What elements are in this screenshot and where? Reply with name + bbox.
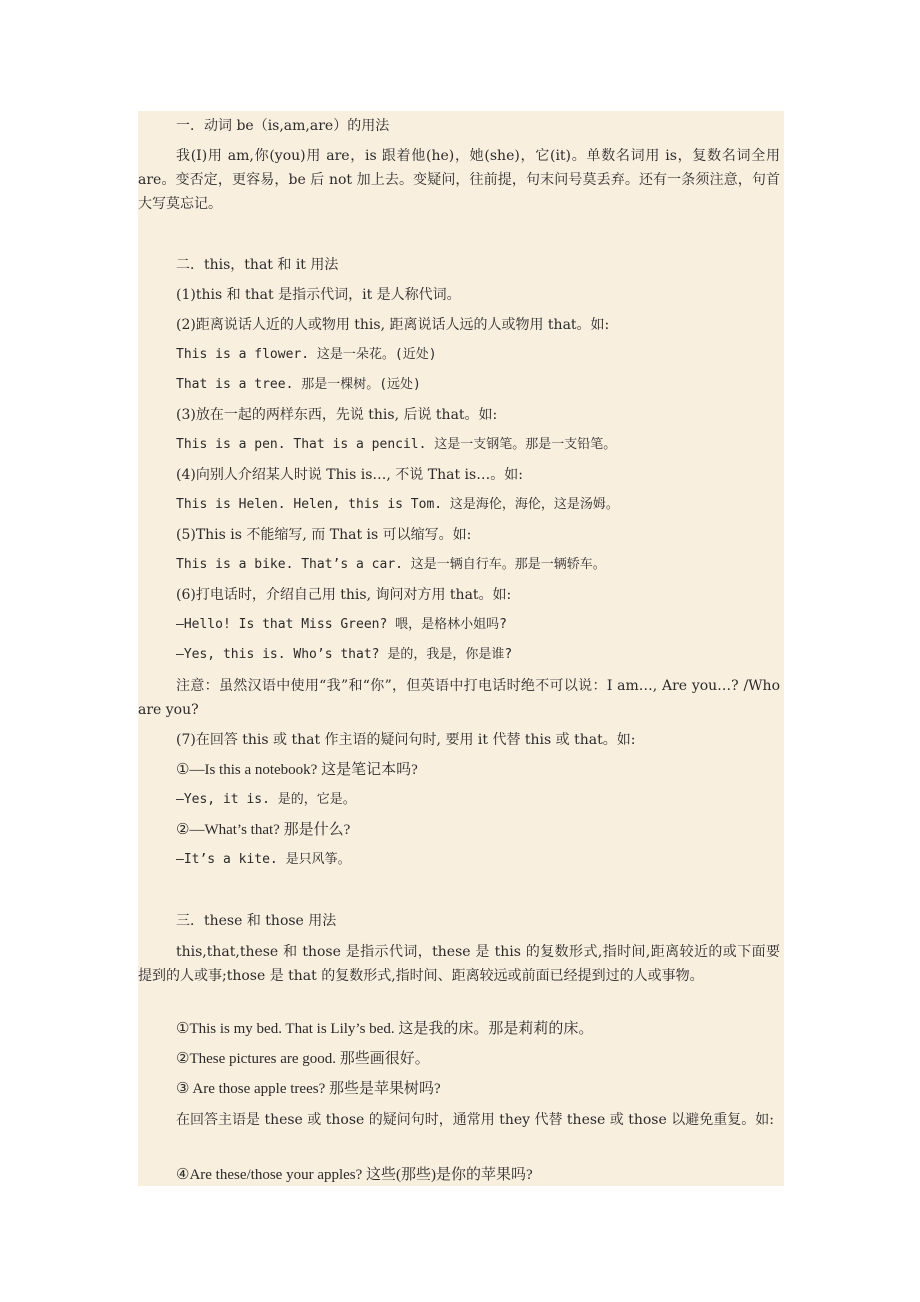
- section-2-line: (1)this 和 that 是指示代词，it 是人称代词。: [176, 287, 461, 303]
- section-3-heading: 三．these 和 those 用法: [176, 913, 337, 929]
- section-2-line: (7)在回答 this 或 that 作主语的疑问句时, 要用 it 代替 this 或 that。如:: [176, 732, 636, 748]
- section-3-example: ④Are these/those your apples? 这些(那些)是你的苹果吗?: [176, 1167, 533, 1183]
- section-2-example: This is Helen. Helen, this is Tom. 这是海伦，海伦，这是汤姆。: [176, 497, 619, 512]
- section-2-example: ②—What’s that? 那是什么?: [176, 822, 351, 838]
- section-2-line: (4)向别人介绍某人时说 This is…, 不说 That is…。如:: [176, 467, 523, 483]
- section-2-example: —Yes, it is. 是的，它是。: [176, 792, 356, 807]
- section-2-example: ①—Is this a notebook? 这是笔记本吗?: [176, 762, 418, 778]
- section-2-example: —It’s a kite. 是只风筝。: [176, 852, 351, 867]
- section-3-example: ③ Are those apple trees? 那些是苹果树吗?: [176, 1081, 441, 1097]
- section-2-dialog: —Yes, this is. Who’s that? 是的，我是，你是谁?: [176, 647, 513, 662]
- section-2-heading: 二．this，that 和 it 用法: [176, 257, 339, 273]
- section-3-example: ①This is my bed. That is Lily’s bed. 这是我的床。那是莉莉的床。: [176, 1021, 594, 1037]
- section-2-line: (5)This is 不能缩写, 而 That is 可以缩写。如:: [176, 527, 472, 543]
- section-2-example: This is a bike. That’s a car. 这是一辆自行车。那是一辆轿车。: [176, 557, 606, 572]
- section-3-paragraph-2: 在回答主语是 these 或 those 的疑问句时，通常用 they 代替 these 或 those 以避免重复。如:: [176, 1112, 774, 1128]
- document-page: [138, 111, 784, 1186]
- section-1-paragraph: 我(I)用 am,你(you)用 are，is 跟着他(he)，她(she)，它(it)。单数名词用 is，复数名词全用 are。变否定，更容易，be 后 not 加上去。变疑问，往前提，句末问号莫丢弃。还有一条须注意，句首大写莫忘记。: [138, 148, 780, 212]
- section-3-paragraph: this,that,these 和 those 是指示代词，these 是 this 的复数形式,指时间,距离较近的或下面要提到的人或事;those 是 that 的复数形式,指时间、距离较远或前面已经提到过的人或事物。: [138, 944, 780, 984]
- section-2-line: (2)距离说话人近的人或物用 this, 距离说话人远的人或物用 that。如:: [176, 317, 610, 333]
- section-2-note: 注意：虽然汉语中使用“我”和“你”，但英语中打电话时绝不可以说：I am…, Are you…? /Who are you?: [138, 678, 780, 718]
- section-2-line: (3)放在一起的两样东西，先说 this, 后说 that。如:: [176, 407, 498, 423]
- section-2-example: This is a pen. That is a pencil. 这是一支钢笔。那是一支铅笔。: [176, 437, 617, 452]
- section-2-example: This is a flower. 这是一朵花。(近处): [176, 347, 437, 362]
- section-2-example: That is a tree. 那是一棵树。(远处): [176, 377, 421, 392]
- section-1-heading: 一．动词 be（is,am,are）的用法: [176, 118, 390, 134]
- section-2-line: (6)打电话时，介绍自己用 this, 询问对方用 that。如:: [176, 587, 512, 603]
- section-2-dialog: —Hello! Is that Miss Green? 喂，是格林小姐吗?: [176, 617, 507, 632]
- section-3-example: ②These pictures are good. 那些画很好。: [176, 1051, 430, 1067]
